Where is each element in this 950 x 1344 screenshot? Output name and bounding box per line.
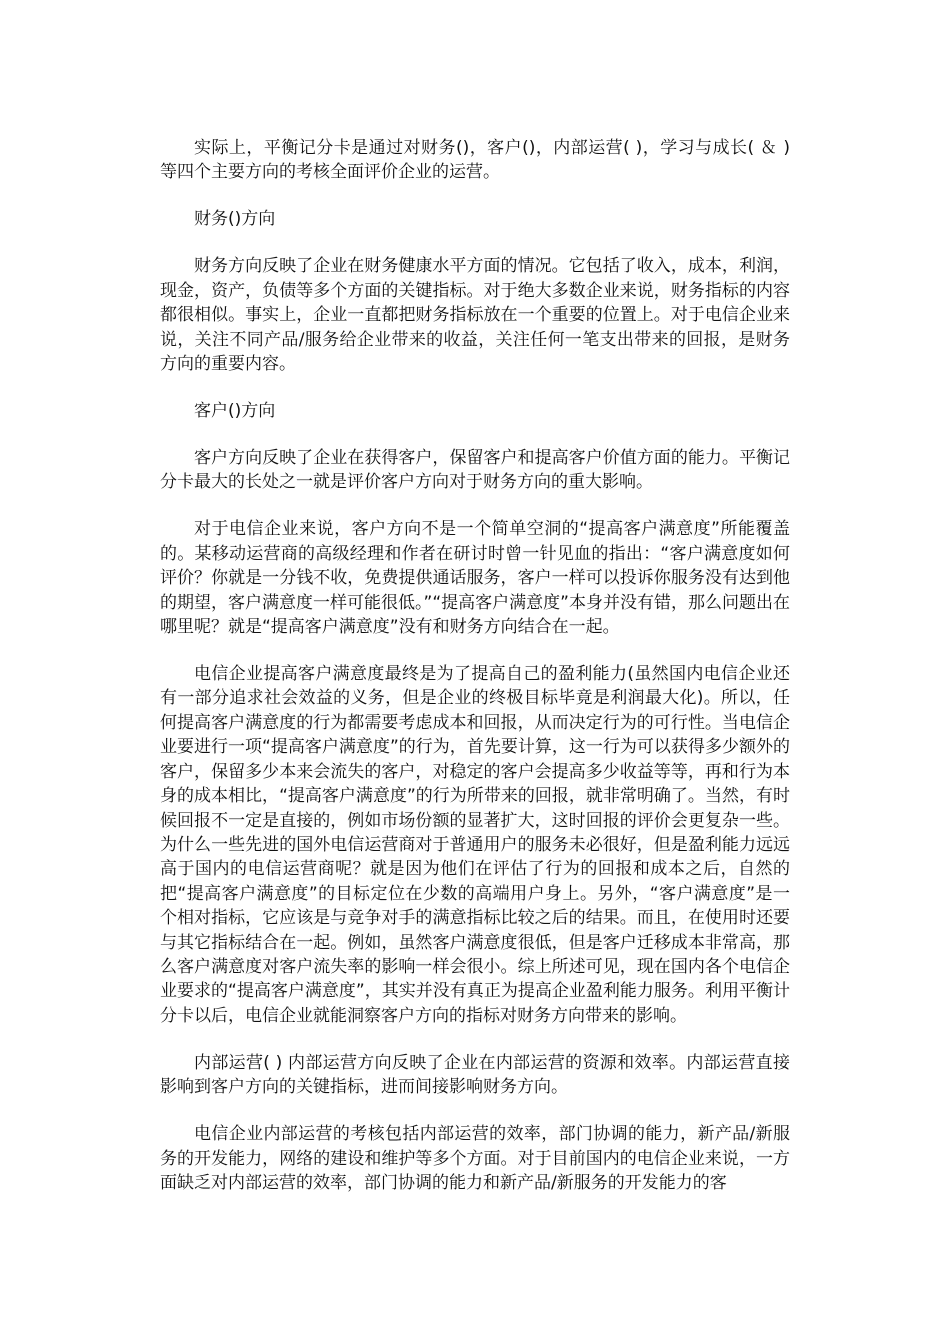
- paragraph-customer-satisfaction: 对于电信企业来说，客户方向不是一个简单空洞的“提高客户满意度”所能覆盖的。某移动运营商的高级经理和作者在研讨时曾一针见血的指出：“客户满意度如何评价？你就是一分钱不收，免费提供通话服务，客户一样可以投诉你服务没有达到他的期望，客户满意度一样可能很低。”“提高客户满意度”本身并没有错，那么问题出在哪里呢？就是“提高客户满意度”没有和财务方向结合在一起。: [160, 519, 790, 638]
- heading-finance: 财务()方向: [194, 209, 276, 230]
- paragraph-internal-assessment: 电信企业内部运营的考核包括内部运营的效率，部门协调的能力，新产品/新服务的开发能力，网络的建设和维护等多个方面。对于目前国内的电信企业来说，一方面缺乏对内部运营的效率，部门协调的能力和新产品/新服务的开发能力的客: [160, 1124, 790, 1193]
- paragraph-customer-profitability: 电信企业提高客户满意度最终是为了提高自己的盈利能力(虽然国内电信企业还有一部分追求社会效益的义务，但是企业的终极目标毕竟是利润最大化)。所以，任何提高客户满意度的行为都需要考虑成本和回报，从而决定行为的可行性。当电信企业要进行一项“提高客户满意度”的行为，首先要计算，这一行为可以获得多少额外的客户，保留多少本来会流失的客户，对稳定的客户会提高多少收益等等，再和行为本身的成本相比，“提高客户满意度”的行为所带来的回报，就非常明确了。当然，有时候回报不一定是直接的，例如市场份额的显著扩大，这时回报的评价会更复杂一些。为什么一些先进的国外电信运营商对于普通用户的服务未必很好，但是盈利能力远远高于国内的电信运营商呢？就是因为他们在评估了行为的回报和成本之后，自然的把“提高客户满意度”的目标定位在少数的高端用户身上。另外，“客户满意度”是一个相对指标，它应该是与竞争对手的满意指标比较之后的结果。而且，在使用时还要与其它指标结合在一起。例如，虽然客户满意度很低，但是客户迁移成本非常高，那么客户满意度对客户流失率的影响一样会很小。综上所述可见，现在国内各个电信企业要求的“提高客户满意度”，其实并没有真正为提高企业盈利能力服务。利用平衡计分卡以后，电信企业就能洞察客户方向的指标对财务方向带来的影响。: [160, 664, 790, 1026]
- document-page: [160, 136, 790, 1218]
- paragraph-finance: 财务方向反映了企业在财务健康水平方面的情况。它包括了收入，成本，利润，现金，资产，负债等多个方面的关键指标。对于绝大多数企业来说，财务指标的内容都很相似。事实上，企业一直都把财务指标放在一个重要的位置上。对于电信企业来说，关注不同产品/服务给企业带来的收益，关注任何一笔支出带来的回报，是财务方向的重要内容。: [160, 256, 790, 375]
- paragraph-customer-overview: 客户方向反映了企业在获得客户，保留客户和提高客户价值方面的能力。平衡记分卡最大的长处之一就是评价客户方向对于财务方向的重大影响。: [160, 448, 790, 493]
- paragraph-internal-operations: 内部运营( ) 内部运营方向反映了企业在内部运营的资源和效率。内部运营直接影响到客户方向的关键指标，进而间接影响财务方向。: [160, 1052, 790, 1098]
- paragraph-intro: 实际上，平衡记分卡是通过对财务()，客户()，内部运营( )，学习与成长( ＆ )等四个主要方向的考核全面评价企业的运营。: [160, 138, 790, 183]
- heading-customer: 客户()方向: [194, 401, 276, 422]
